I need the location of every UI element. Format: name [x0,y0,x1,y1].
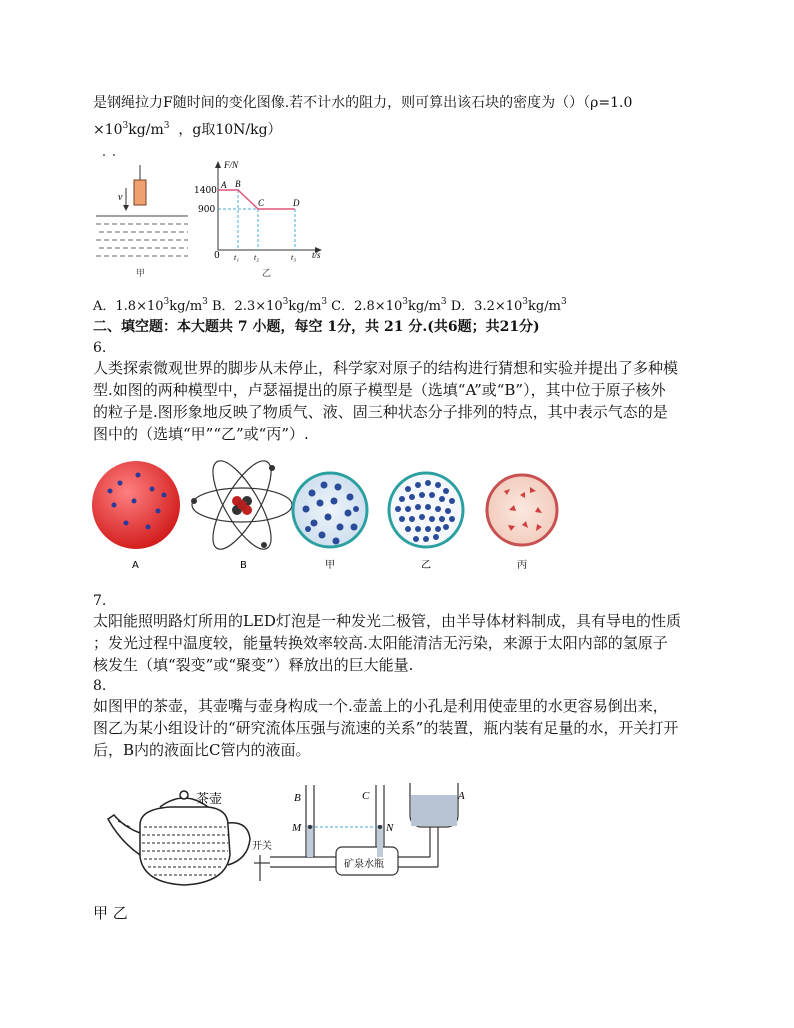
q5-line1: 是钢绳拉力F随时间的变化图像.若不计水的阻力，则可算出该石块的密度为（）（ρ=1.0 [93,95,633,111]
x-tick-t1: t₁ [234,253,240,262]
model-b-atom [191,455,292,557]
q5-line2-sup2: 3 [163,121,170,131]
point-n-label: N [386,822,394,834]
water-in-b [307,825,313,857]
q8-line2: 图乙为某小组设计的“研究流体压强与流速的关系”的装置，瓶内装有足量的水，开关打开 [93,719,679,737]
q6-line4: 图中的（选填“甲”“乙”或“丙”）. [93,425,309,443]
q8-line1: 如图甲的茶壶，其壶嘴与壶身构成一个.壶盖上的小孔是利用使壶里的水更容易倒出来， [93,697,668,715]
label-bing: 丙 [517,560,527,571]
x-axis-label: t/s [312,250,321,260]
point-m-label: M [292,822,302,834]
state-jia [293,473,367,547]
q6-figure [90,455,560,580]
q6-number: 6. [93,340,107,356]
fig-jia-label: 甲 [136,269,146,279]
q7-line1: 太阳能照明路灯所用的LED灯泡是一种发光二极管，由半导体材料制成，具有导电的性质 [93,612,681,630]
tube-c-label: C [362,790,370,802]
stone-block [134,180,146,205]
tube-b-label: B [294,792,301,804]
teapot [108,791,250,885]
fig-yi-label: 乙 [262,269,272,279]
water-in-a [411,795,457,826]
q6-line2: 型.如图的两种模型中，卢瑟福提出的原子模型是（选填“A”或“B”），其中位于原子核外 [93,381,666,399]
y-axis-label: F/N [224,160,239,170]
label-a: A [132,560,139,571]
q7-line3: 核发生（填“裂变”或“聚变”）释放出的巨大能量. [93,656,414,674]
q5-line2-c: ，g取10N/kg） [178,122,282,138]
q6-line3: 的粒子是.图形象地反映了物质气、液、固三种状态分子排列的特点，其中表示气态的是 [93,403,668,421]
point-A: A [221,180,227,190]
q7-line2: ；发光过程中温度较，能量转换效率较高.太阳能清洁无污染，来源于太阳内部的氢原子 [93,634,668,652]
bottle-label: 矿泉水瓶 [344,859,384,870]
switch-label: 开关 [252,841,272,852]
q5-line2 [93,122,282,137]
point-C: C [258,198,265,208]
x-tick-t2: t₂ [254,253,260,262]
point-D: D [293,198,300,208]
q8-figure [100,775,500,890]
teapot-label: 茶壶 [196,792,223,807]
water-lines [96,216,188,256]
q5-figure [90,150,340,280]
option-a[interactable]: A．$1.8\times 10^3kg/m^3$ [93,297,208,314]
state-yi [389,473,463,547]
section2-title: 二、填空题：本大题共 7 小题，每空 1分，共 21 分.(共6题；共21分) [93,319,540,335]
q8-number: 8. [93,678,107,694]
point-B: B [235,179,241,189]
water-in-c [377,825,383,857]
label-jia: 甲 [325,560,335,571]
q6-line1: 人类探索微观世界的脚步从未停止，科学家对原子的结构进行猜想和实验并提出了多种模 [93,359,679,377]
container-a-label: A [458,790,465,802]
q5-line2-b: kg/m [128,122,164,138]
q5-line2-sup: 3 [122,121,129,131]
option-b[interactable]: B．$2.3\times 10^3kg/m^3$ [207,297,328,314]
q8-line3: 后，B内的液面比C管内的液面。 [93,741,311,759]
option-d[interactable]: D．$3.2\times 10^3kg/m^3$ [446,297,567,314]
q8-caption: 甲 乙 [93,904,128,922]
y-tick-900: 900 [198,205,216,215]
option-c[interactable]: C．$2.8\times 10^3kg/m^3$ [327,297,447,314]
label-yi: 乙 [421,560,431,571]
origin-label: 0 [214,251,220,261]
force-curve [218,190,295,209]
q5-line2-a: ×10 [93,122,123,138]
q5-options [93,298,567,313]
label-b: B [240,560,247,571]
y-tick-1400: 1400 [194,186,217,196]
velocity-label: v [118,192,123,203]
state-bing [487,475,557,545]
x-tick-t3: t₃ [291,253,297,262]
force-time-graph [194,160,322,279]
q7-number: 7. [93,593,107,609]
